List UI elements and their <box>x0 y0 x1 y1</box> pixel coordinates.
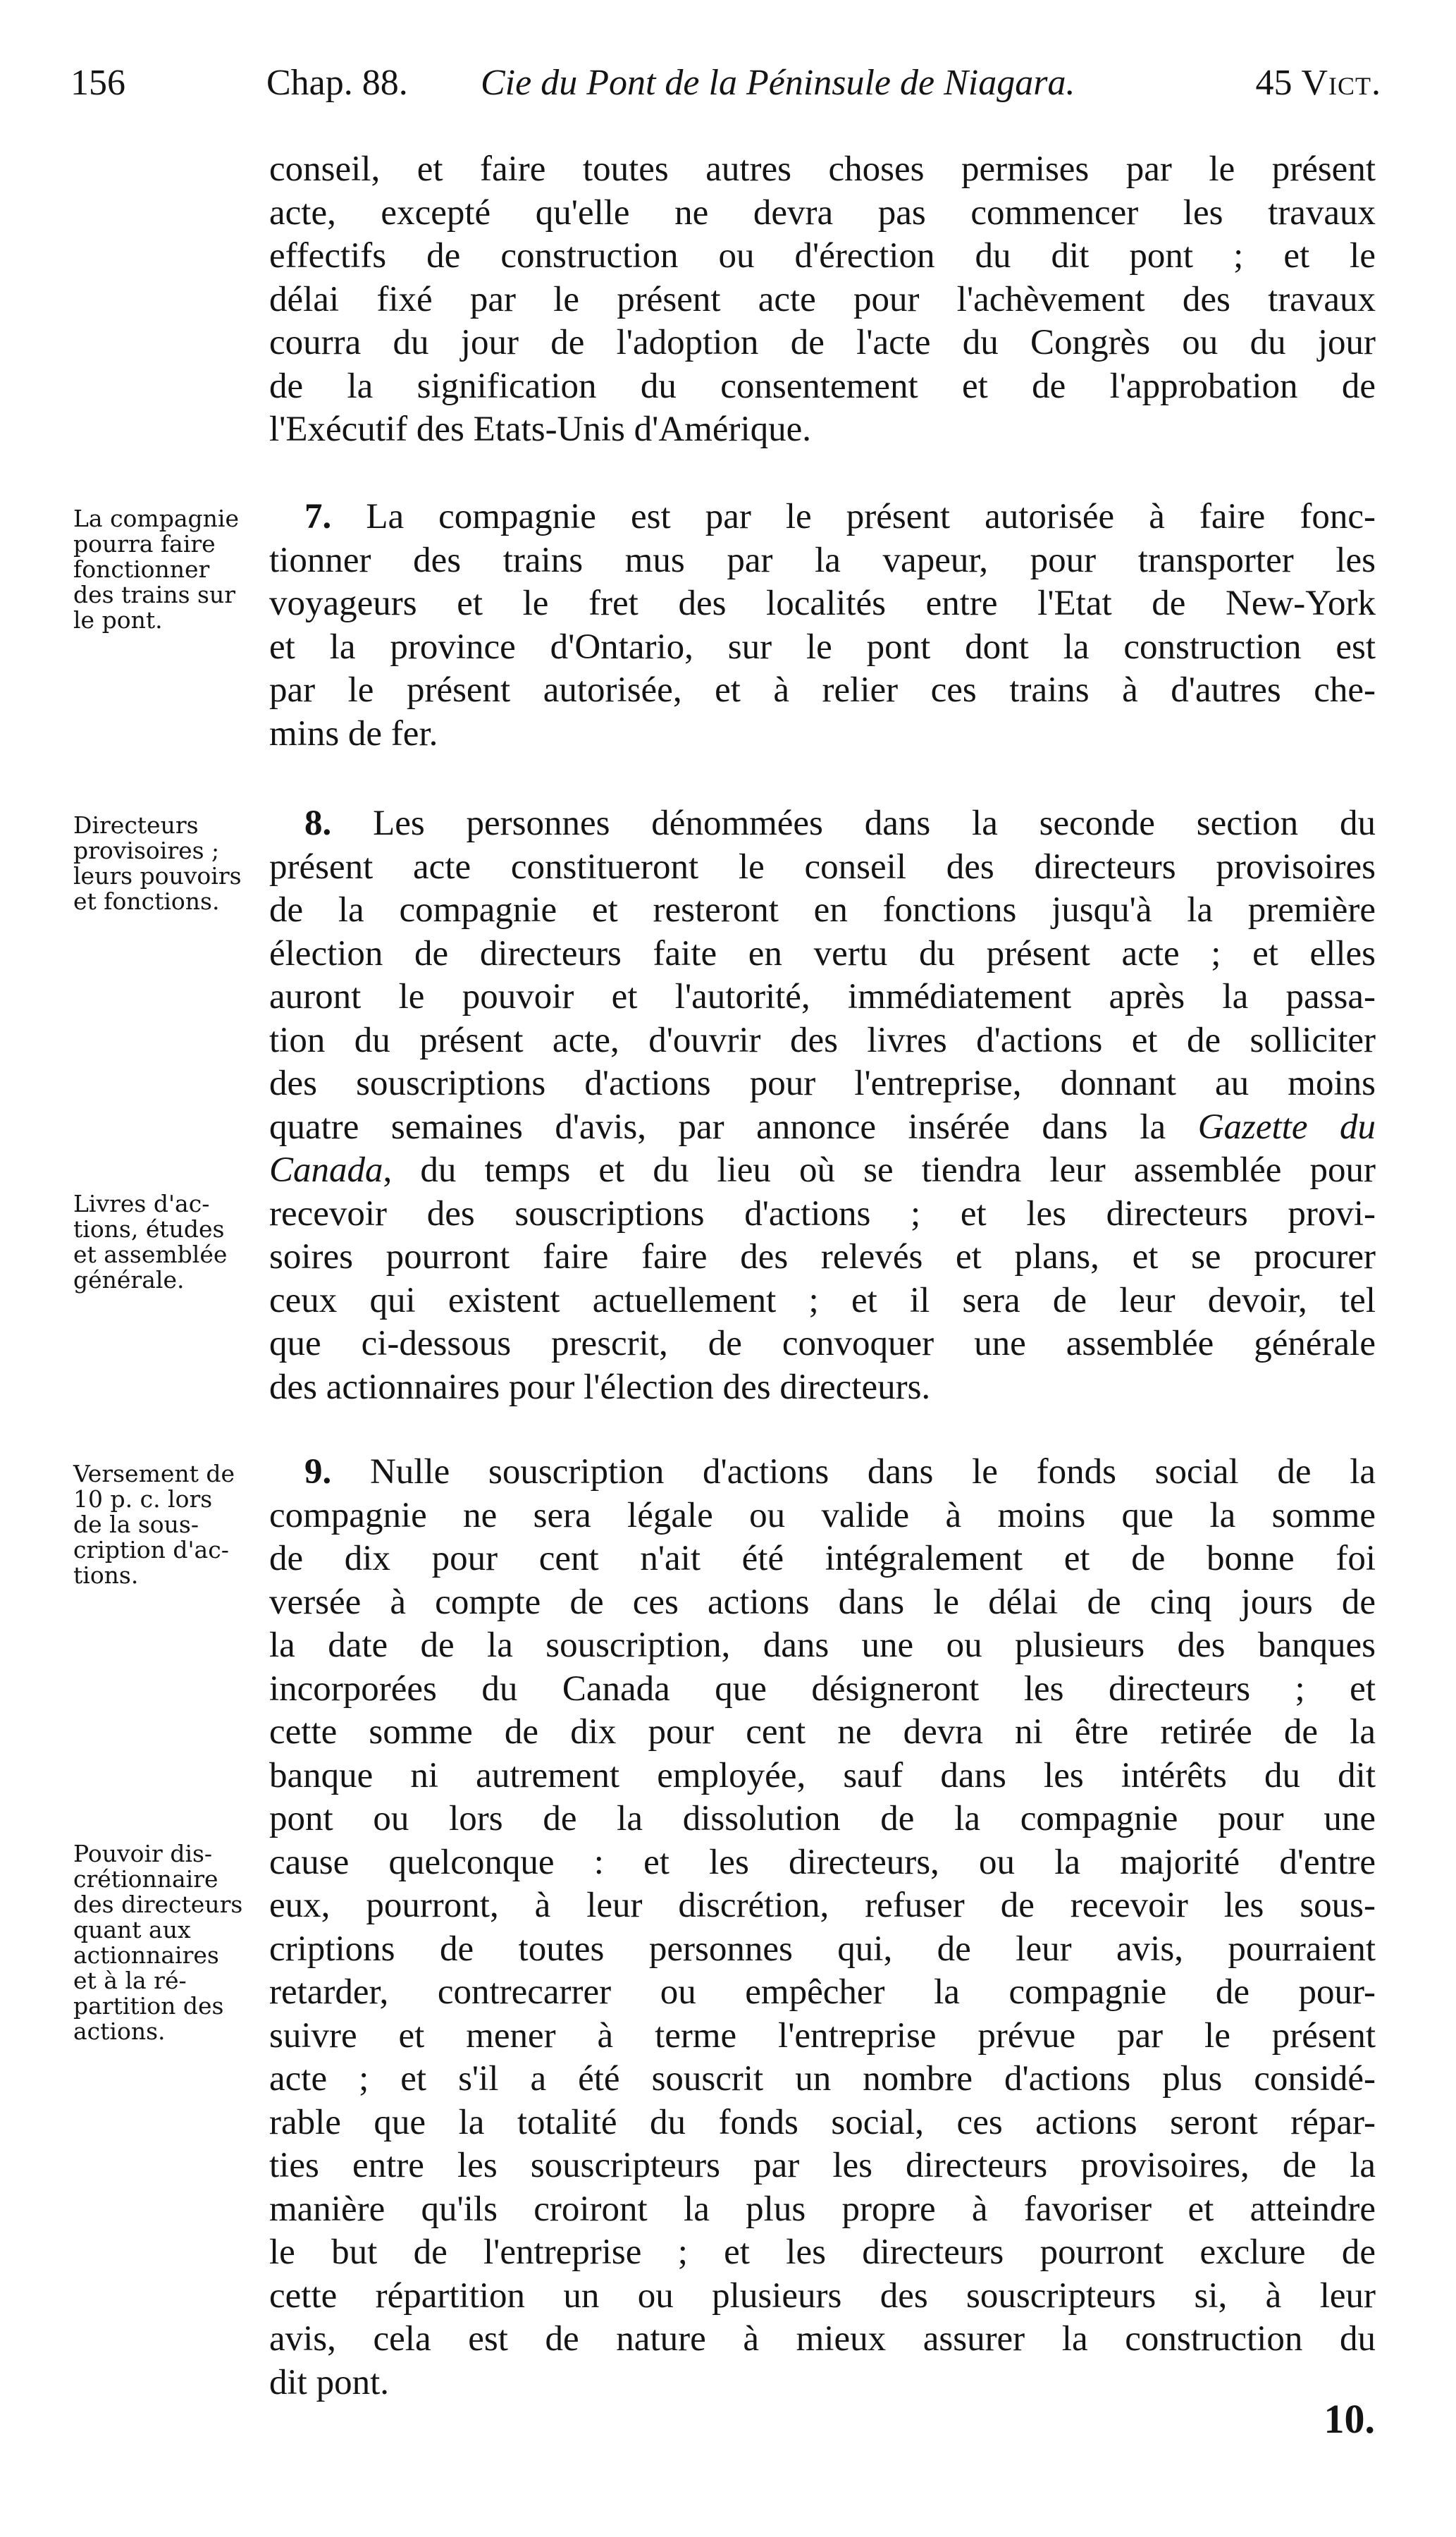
margin-note-line: des directeurs <box>73 1891 243 1918</box>
margin-note-line: des trains sur <box>73 581 235 608</box>
chapter-label: Chap. 88. <box>266 63 408 103</box>
section-first-line-text: Nulle souscription d'actions dans le fonds social de la <box>369 1452 1376 1492</box>
margin-note-line: actionnaires <box>73 1941 219 1969</box>
section-line: tion du présent acte, d'ouvrir des livres d'actions et de solliciter <box>269 1020 1376 1060</box>
section-first-line <box>269 496 1376 539</box>
section-line: cette répartition un ou plusieurs des souscripteurs si, à leur <box>269 2275 1376 2316</box>
section-line: et la province d'Ontario, sur le pont dont la construction est <box>269 627 1376 667</box>
section-line: voyageurs et le fret des localités entre l'Etat de New-York <box>269 584 1376 623</box>
margin-note-line: et à la ré- <box>73 1967 187 1994</box>
section-line: tionner des trains mus par la vapeur, pour transporter les <box>269 540 1376 580</box>
section-line: suivre et mener à terme l'entreprise prévue par le présent <box>269 2015 1376 2056</box>
margin-note-line: Pouvoir dis- <box>73 1840 213 1867</box>
margin-note-line: et assemblée <box>73 1241 228 1268</box>
section-line: le but de l'entreprise ; et les directeurs pourront exclure de <box>269 2232 1376 2272</box>
section-line: retarder, contrecarrer ou empêcher la compagnie de pour- <box>269 1972 1376 2012</box>
intro-line: de la signification du consentement et de l'approbation de <box>269 366 1376 406</box>
margin-note-line: tions, études <box>73 1215 225 1243</box>
section-line: compagnie ne sera légale ou valide à moins que la somme <box>269 1495 1376 1535</box>
margin-note-line: de la sous- <box>73 1511 199 1538</box>
section-first-line <box>269 1451 1376 1494</box>
margin-note-line: Versement de <box>73 1460 235 1487</box>
intro-line: conseil, et faire toutes autres choses permises par le présent <box>269 149 1376 189</box>
section-line: dit pont. <box>269 2362 390 2402</box>
section-line: recevoir des souscriptions d'actions ; et les directeurs provi- <box>269 1193 1376 1234</box>
margin-note-line: provisoires ; <box>73 837 220 864</box>
section-line-text: quatre semaines d'avis, par annonce insérée dans la <box>269 1107 1198 1147</box>
section-line: ties entre les souscripteurs par les directeurs provisoires, de la <box>269 2146 1376 2185</box>
section-first-line <box>269 802 1376 846</box>
section-line: des actionnaires pour l'élection des directeurs. <box>269 1367 931 1407</box>
section-line: pont ou lors de la dissolution de la compagnie pour une <box>269 1799 1376 1838</box>
margin-note-line: leurs pouvoirs <box>73 862 242 890</box>
margin-note-line: Directeurs <box>73 811 199 839</box>
section-line: incorporées du Canada que désigneront les directeurs ; et <box>269 1669 1376 1709</box>
intro-line: acte, excepté qu'elle ne devra pas commencer les travaux <box>269 192 1376 233</box>
margin-note-section-7 <box>73 506 264 633</box>
section-8 <box>269 802 1376 1409</box>
section-line <box>269 1149 1376 1193</box>
margin-note-line: Livres d'ac- <box>73 1190 210 1217</box>
section-9 <box>269 1451 1376 2404</box>
section-line: versée à compte de ces actions dans le délai de cinq jours de <box>269 1582 1376 1622</box>
section-line: de la compagnie et resteront en fonctions jusqu'à la première <box>269 890 1376 930</box>
margin-note-section-9-b <box>73 1841 264 2044</box>
section-first-line-text: La compagnie est par le présent autorisée à faire fonc- <box>366 497 1376 536</box>
margin-note-line: cription d'ac- <box>73 1536 229 1564</box>
section-line: cause quelconque : et les directeurs, ou la majorité d'entre <box>269 1842 1376 1882</box>
section-line: que ci-dessous prescrit, de convoquer une assemblée générale <box>269 1324 1376 1363</box>
margin-note-line: générale. <box>73 1266 185 1294</box>
margin-note-line: quant aux <box>73 1916 191 1943</box>
section-line: cette somme de dix pour cent ne devra ni être retirée de la <box>269 1712 1376 1752</box>
margin-note-line: crétionnaire <box>73 1865 218 1893</box>
section-line: présent acte constitueront le conseil des directeurs provisoires <box>269 847 1376 887</box>
regnal-year-word: Vict. <box>1301 63 1381 103</box>
margin-note-section-9-a <box>73 1461 264 1588</box>
intro-paragraph <box>269 148 1376 452</box>
section-first-line-text: Les personnes dénommées dans la seconde section du <box>373 804 1376 843</box>
section-line: banque ni autrement employée, sauf dans les intérêts du dit <box>269 1755 1376 1795</box>
margin-note-line: 10 p. c. lors <box>73 1485 213 1513</box>
section-line: acte ; et s'il a été souscrit un nombre d'actions plus considé- <box>269 2059 1376 2099</box>
regnal-year-number: 45 <box>1255 63 1292 103</box>
section-line: ceux qui existent actuellement ; et il sera de leur devoir, tel <box>269 1280 1376 1320</box>
section-line-text: , du temps et du lieu où se tiendra leur assemblée pour <box>383 1150 1376 1190</box>
margin-note-line: partition des <box>73 1992 224 2020</box>
section-number: 9. <box>304 1452 332 1492</box>
margin-note-line: et fonctions. <box>73 887 220 915</box>
margin-note-section-8-a <box>73 813 264 914</box>
intro-line: courra du jour de l'adoption de l'acte du Congrès ou du jour <box>269 323 1376 362</box>
margin-note-line: tions. <box>73 1561 139 1589</box>
section-7 <box>269 496 1376 756</box>
margin-note-section-8-b <box>73 1191 264 1293</box>
publication-title: Gazette du <box>1197 1107 1376 1147</box>
intro-line: l'Exécutif des Etats-Unis d'Amérique. <box>269 410 812 449</box>
regnal-year <box>1255 62 1381 104</box>
section-line: des souscriptions d'actions pour l'entreprise, donnant au moins <box>269 1064 1376 1103</box>
margin-note-line: pourra faire <box>73 530 216 558</box>
margin-note-line: La compagnie <box>73 505 239 532</box>
running-header <box>70 62 1381 118</box>
section-line: rable que la totalité du fonds social, ces actions seront répar- <box>269 2102 1376 2142</box>
margin-note-line: le pont. <box>73 606 163 634</box>
section-line: auront le pouvoir et l'autorité, immédiatement après la passa- <box>269 977 1376 1016</box>
section-line: avis, cela est de nature à mieux assurer la construction du <box>269 2319 1376 2359</box>
section-line: criptions de toutes personnes qui, de leur avis, pourraient <box>269 1929 1376 1969</box>
intro-line: délai fixé par le présent acte pour l'achèvement des travaux <box>269 279 1376 319</box>
section-line: la date de la souscription, dans une ou plusieurs des banques <box>269 1626 1376 1665</box>
margin-note-line: actions. <box>73 2017 166 2045</box>
section-line <box>269 1106 1376 1150</box>
section-number: 7. <box>304 497 332 536</box>
section-line: soires pourront faire faire des relevés et plans, et se procurer <box>269 1237 1376 1277</box>
section-line: par le présent autorisée, et à relier ces trains à d'autres che- <box>269 670 1376 710</box>
section-line: eux, pourront, à leur discrétion, refuser de recevoir les sous- <box>269 1886 1376 1925</box>
page-number: 156 <box>70 63 125 103</box>
section-line: manière qu'ils croiront la plus propre à favoriser et atteindre <box>269 2189 1376 2229</box>
act-title: Cie du Pont de la Péninsule de Niagara. <box>481 63 1075 103</box>
section-line: élection de directeurs faite en vertu du présent acte ; et elles <box>269 933 1376 973</box>
section-number: 8. <box>304 804 332 843</box>
intro-line: effectifs de construction ou d'érection du dit pont ; et le <box>269 236 1376 276</box>
margin-note-line: fonctionner <box>73 555 210 583</box>
catchword: 10. <box>1324 2396 1375 2442</box>
section-line: mins de fer. <box>269 713 438 754</box>
section-line: de dix pour cent n'ait été intégralement et de bonne foi <box>269 1539 1376 1578</box>
publication-title: Canada <box>269 1150 383 1190</box>
